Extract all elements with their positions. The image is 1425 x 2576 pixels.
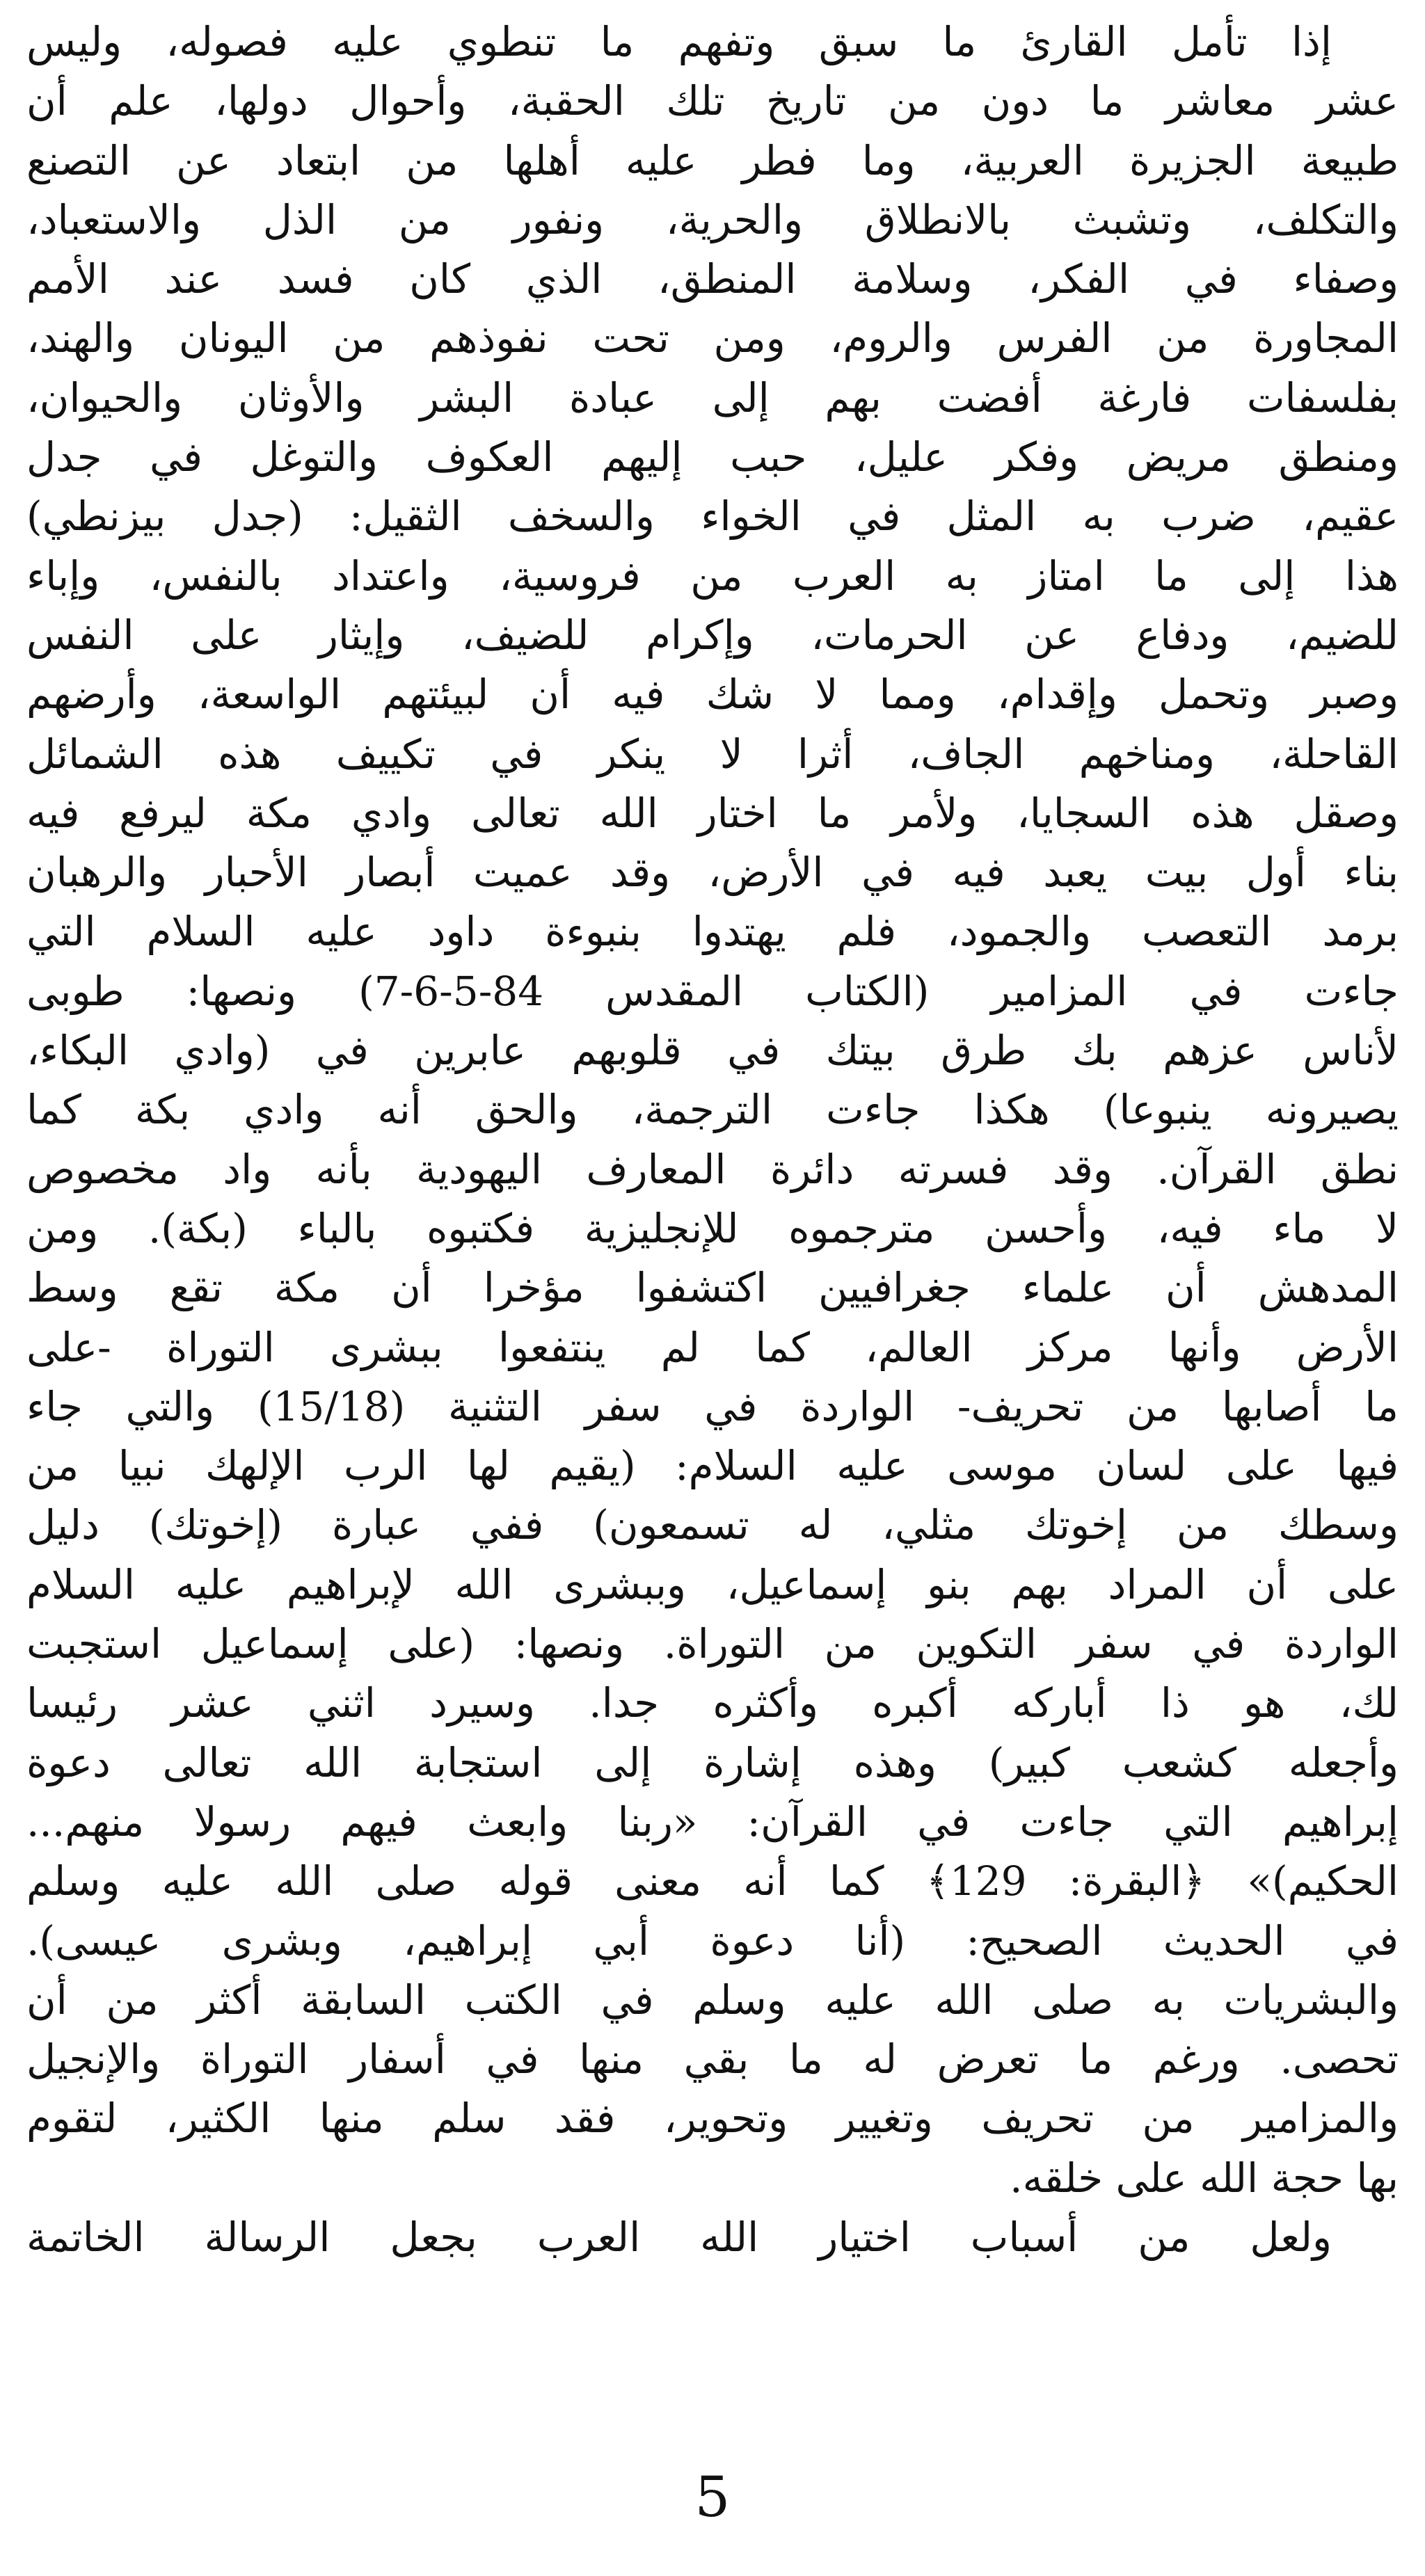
document-page <box>26 13 1399 2301</box>
text-line: على أن المراد بهم بنو إسماعيل، وببشرى الله لإبراهيم عليه السلام <box>26 1560 1399 1608</box>
text-line: القاحلة، ومناخهم الجاف، أثرا لا ينكر في تكييف هذه الشمائل <box>26 730 1399 778</box>
text-line: ما أصابها من تحريف- الواردة في سفر التثنية (15/18) والتي جاء <box>26 1382 1399 1430</box>
text-line: لك، هو ذا أباركه أكبره وأكثره جدا. وسيرد اثني عشر رئيسا <box>26 1679 1399 1727</box>
text-line: نطق القرآن. وقد فسرته دائرة المعارف اليهودية بأنه واد مخصوص <box>26 1145 1399 1193</box>
text-line: الحكيم)» ﴿البقرة: 129﴾ كما أنه معنى قوله صلى الله عليه وسلم <box>26 1857 1399 1905</box>
text-line: لا ماء فيه، وأحسن مترجموه للإنجليزية فكتبوه بالباء (بكة). ومن <box>26 1204 1399 1252</box>
text-line: وسطك من إخوتك مثلي، له تسمعون) ففي عبارة (إخوتك) دليل <box>26 1501 1399 1549</box>
text-line: لأناس عزهم بك طرق بيتك في قلوبهم عابرين في (وادي البكاء، <box>26 1027 1399 1075</box>
text-line: برمد التعصب والجمود، فلم يهتدوا بنبوءة داود عليه السلام التي <box>26 908 1399 956</box>
text-line: والمزامير من تحريف وتغيير وتحوير، فقد سلم منها الكثير، لتقوم <box>26 2095 1399 2143</box>
text-line: إذا تأمل القارئ ما سبق وتفهم ما تنطوي عليه فصوله، وليس <box>26 18 1332 65</box>
text-line: المجاورة من الفرس والروم، ومن تحت نفوذهم من اليونان والهند، <box>26 314 1399 362</box>
text-line: والتكلف، وتشبث بالانطلاق والحرية، ونفور من الذل والاستعباد، <box>26 195 1399 243</box>
text-line: وصقل هذه السجايا، ولأمر ما اختار الله تعالى وادي مكة ليرفع فيه <box>26 789 1399 837</box>
text-line: وصبر وتحمل وإقدام، ومما لا شك فيه أن لبيئتهم الواسعة، وأرضهم <box>26 671 1399 719</box>
text-line: تحصى. ورغم ما تعرض له ما بقي منها في أسفار التوراة والإنجيل <box>26 2035 1399 2083</box>
text-line: يصيرونه ينبوعا) هكذا جاءت الترجمة، والحق أنه وادي بكة كما <box>26 1086 1399 1134</box>
text-line: إبراهيم التي جاءت في القرآن: «ربنا وابعث فيهم رسولا منهم... <box>26 1798 1399 1846</box>
text-line: وصفاء في الفكر، وسلامة المنطق، الذي كان فسد عند الأمم <box>26 255 1399 303</box>
text-line: بناء أول بيت يعبد فيه في الأرض، وقد عميت أبصار الأحبار والرهبان <box>26 849 1399 897</box>
text-line: طبيعة الجزيرة العربية، وما فطر عليه أهلها من ابتعاد عن التصنع <box>26 136 1399 184</box>
text-line: بها حجة الله على خلقه. <box>1010 2154 1399 2202</box>
body-text <box>26 13 1399 2267</box>
text-line: فيها على لسان موسى عليه السلام: (يقيم لها الرب الإلهك نبيا من <box>26 1442 1399 1490</box>
text-line: المدهش أن علماء جغرافيين اكتشفوا مؤخرا أن مكة تقع وسط <box>26 1264 1399 1312</box>
text-line: ومنطق مريض وفكر عليل، حبب إليهم العكوف والتوغل في جدل <box>26 433 1399 481</box>
text-line: ولعل من أسباب اختيار الله العرب بجعل الرسالة الخاتمة <box>26 2213 1332 2261</box>
text-line: هذا إلى ما امتاز به العرب من فروسية، واعتداد بالنفس، وإباء <box>26 552 1399 600</box>
text-line: الأرض وأنها مركز العالم، كما لم ينتفعوا ببشرى التوراة -على <box>26 1323 1399 1371</box>
text-line: للضيم، ودفاع عن الحرمات، وإكرام للضيف، وإيثار على النفس <box>26 611 1399 659</box>
text-line: وأجعله كشعب كبير) وهذه إشارة إلى استجابة الله تعالى دعوة <box>26 1738 1399 1786</box>
page-number: 5 <box>694 2465 731 2529</box>
text-line: والبشريات به صلى الله عليه وسلم في الكتب السابقة أكثر من أن <box>26 1976 1399 2024</box>
text-line: في الحديث الصحيح: (أنا دعوة أبي إبراهيم، وبشرى عيسى). <box>26 1917 1399 1965</box>
text-line: عشر معاشر ما دون من تاريخ تلك الحقبة، وأحوال دولها، علم أن <box>26 77 1399 125</box>
text-line: جاءت في المزامير (الكتاب المقدس 84-5-6-7) ونصها: طوبى <box>26 967 1399 1015</box>
text-line: الواردة في سفر التكوين من التوراة. ونصها: (على إسماعيل استجبت <box>26 1620 1399 1668</box>
text-line: بفلسفات فارغة أفضت بهم إلى عبادة البشر والأوثان والحيوان، <box>26 374 1399 422</box>
text-line: عقيم، ضرب به المثل في الخواء والسخف الثقيل: (جدل بيزنطي) <box>26 493 1399 541</box>
